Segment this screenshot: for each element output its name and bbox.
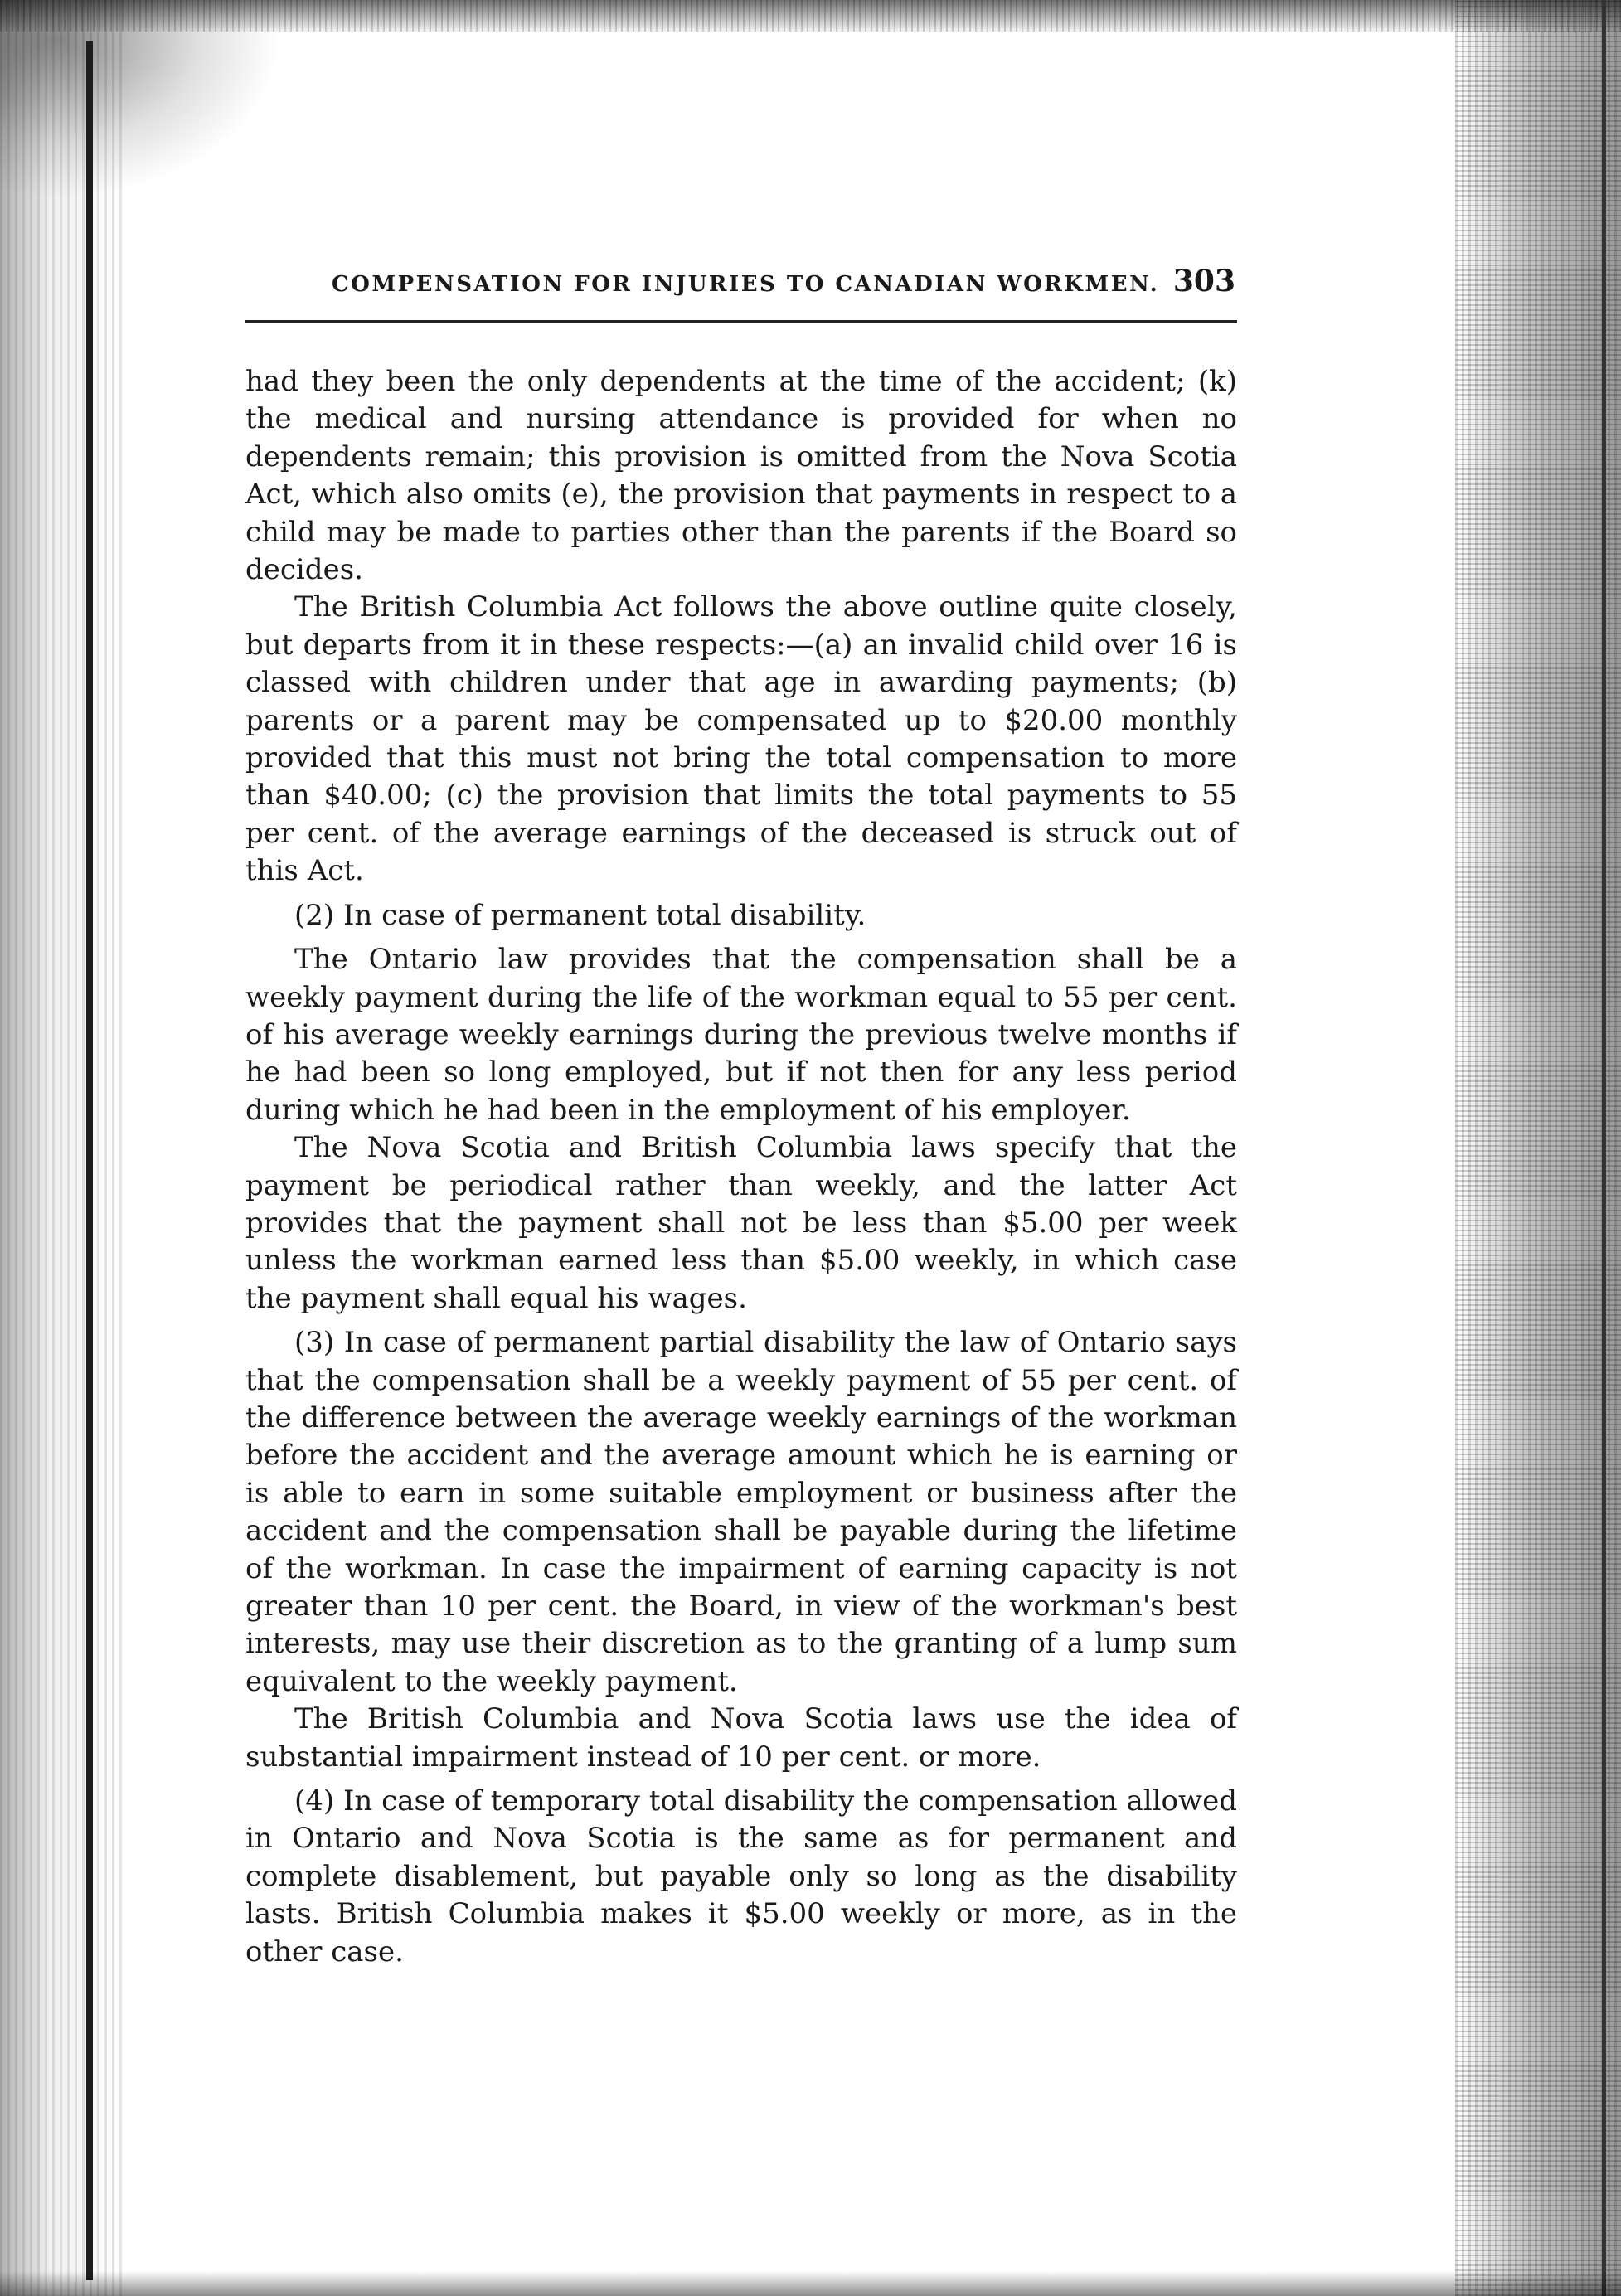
- header-rule: [245, 320, 1237, 323]
- body-text: [245, 363, 1237, 1971]
- paragraph-continuation: had they been the only dependents at the time of the accident; (k) the medical and nursing attendance is provided for when no dependents remain; this provision is omitted from the Nova Scotia Act, which also omits (e), the provision that payments in respect to a child may be made to parties other than the parents if the Board so decides.: [245, 365, 1237, 587]
- scan-right-rule: [1602, 0, 1606, 2296]
- scan-binding-line: [86, 41, 93, 2280]
- paragraph-temporary-total: (4) In case of temporary total disability the compensation allowed in Ontario and Nova Scotia is the same as for permanent and complete disablement, but payable only so long as the disability lasts. British Columbia makes it $5.00 weekly or more, as in the other case.: [245, 1784, 1237, 1968]
- scan-spine-shadow: [0, 0, 124, 2296]
- paragraph-ontario-law: The Ontario law provides that the compensation shall be a weekly payment during the life of the workman equal to 55 per cent. of his average weekly earnings during the previous twelve months if he had been so long employed, but if not then for any less period during which he had been in the employment of his employer.: [245, 943, 1237, 1127]
- paragraph-british-columbia-act: The British Columbia Act follows the above outline quite closely, but departs from it in these respects:—(a) an invalid child over 16 is classed with children under that age in awarding payments; (b) parents or a parent may be compensated up to $20.00 monthly provided that this must not bring the total compensation to more than $40.00; (c) the provision that limits the total payments to 55 per cent. of the average earnings of the deceased is struck out of this Act.: [245, 590, 1237, 888]
- page-header: [332, 264, 1235, 299]
- section-heading-permanent-total: (2) In case of permanent total disability.: [294, 898, 866, 932]
- page-number: 303: [1172, 264, 1235, 299]
- paragraph-substantial-impairment: The British Columbia and Nova Scotia laws use the idea of substantial impairment instead of 10 per cent. or more.: [245, 1702, 1237, 1774]
- paragraph-nova-scotia-bc-laws: The Nova Scotia and British Columbia laws specify that the payment be periodical rather than weekly, and the latter Act provides that the payment shall not be less than $5.00 per week unless the workman earned less than $5.00 weekly, in which case the payment shall equal his wages.: [245, 1131, 1237, 1315]
- paragraph-permanent-partial: (3) In case of permanent partial disability the law of Ontario says that the compensation shall be a weekly payment of 55 per cent. of the difference between the average weekly earnings of the workman before the accident and the average amount which he is earning or is able to earn in some suitable employment or business after the accident and the compensation shall be payable during the lifetime of the workman. In case the impairment of earning capacity is not greater than 10 per cent. the Board, in view of the workman's best interests, may use their discretion as to the granting of a lump sum equivalent to the weekly payment.: [245, 1326, 1237, 1698]
- scan-right-edge: [1455, 0, 1621, 2296]
- scan-bottom-edge: [0, 2271, 1621, 2296]
- running-head: COMPENSATION FOR INJURIES TO CANADIAN WORKMEN.: [332, 272, 1160, 297]
